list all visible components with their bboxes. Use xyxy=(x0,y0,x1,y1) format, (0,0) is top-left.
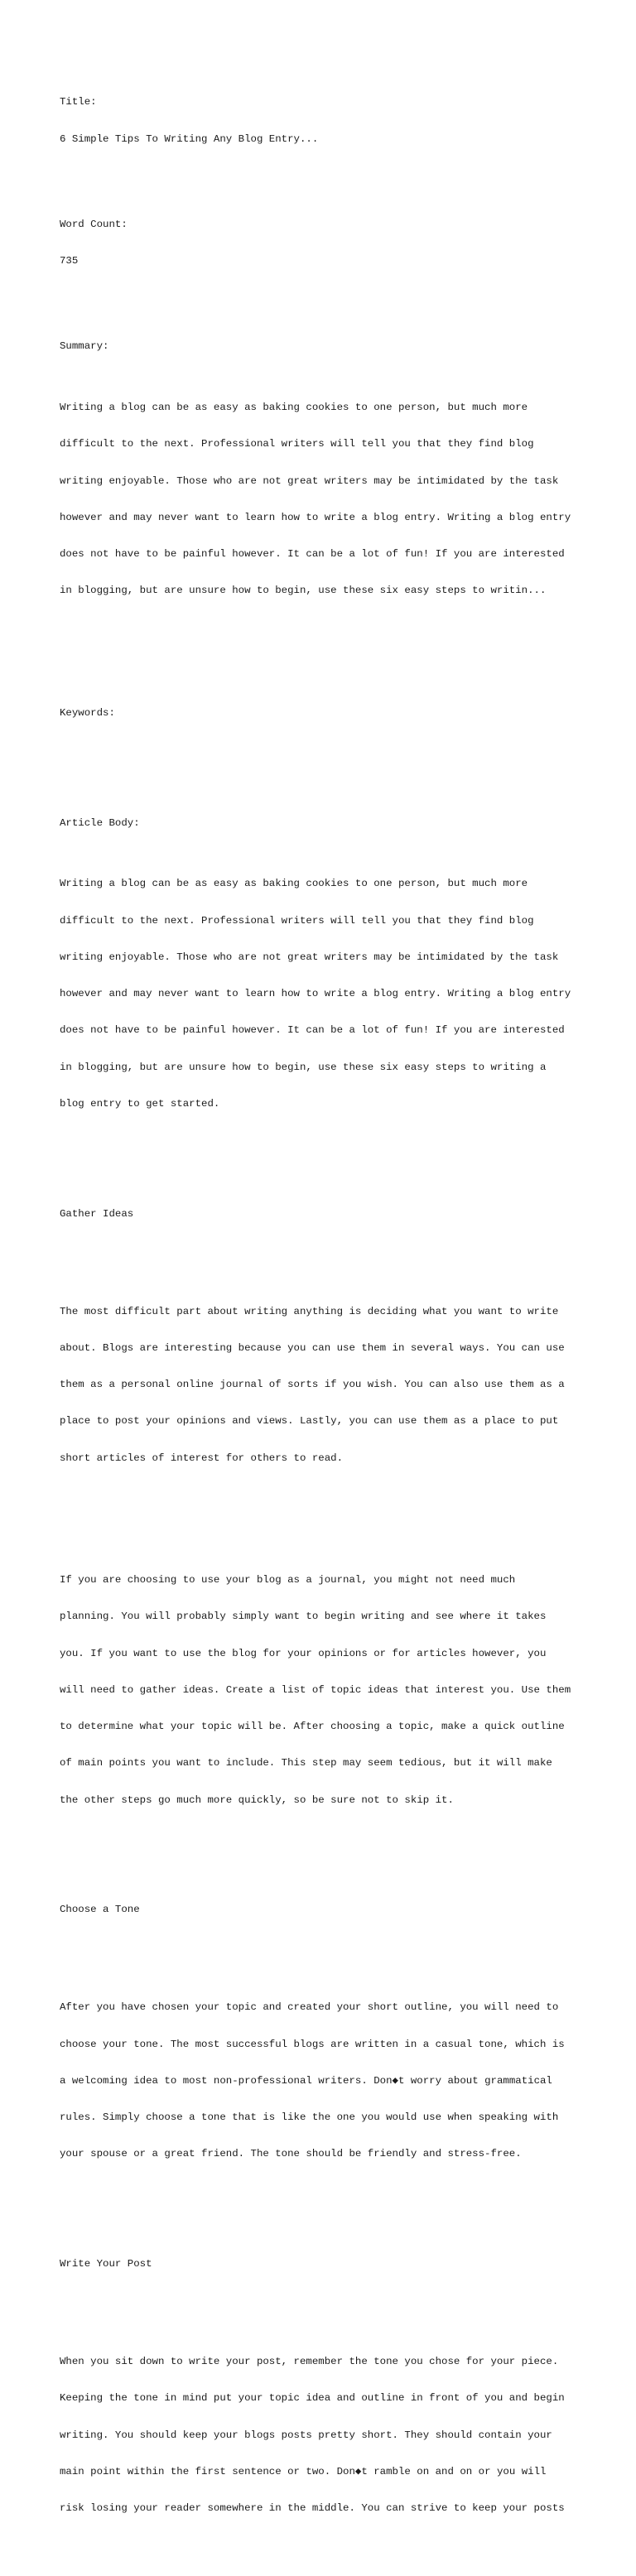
article-intro-paragraph xyxy=(60,854,606,1134)
body-line: blog entry to get started. xyxy=(60,1097,220,1110)
body-line: When you sit down to write your post, remember the tone you chose for your piece. xyxy=(60,2356,559,2367)
summary-line: difficult to the next. Professional writers will tell you that they find blog xyxy=(60,438,534,450)
body-line: about. Blogs are interesting because you can use them in several ways. You can use xyxy=(60,1341,565,1354)
body-line: them as a personal online journal of sorts if you wish. You can also use them as a xyxy=(60,1379,565,1390)
summary-line: in blogging, but are unsure how to begin, use these six easy steps to writin... xyxy=(60,585,547,597)
section-heading-choose-a-tone: Choose a Tone xyxy=(60,1904,140,1916)
body-line: the other steps go much more quickly, so be sure not to skip it. xyxy=(60,1794,454,1806)
body-line: Keeping the tone in mind put your topic idea and outline in front of you and begin xyxy=(60,2392,565,2405)
body-line: writing enjoyable. Those who are not great writers may be intimidated by the task xyxy=(60,951,559,963)
word-count-value: 735 xyxy=(60,255,79,267)
summary-paragraph xyxy=(60,378,606,622)
body-line: in blogging, but are unsure how to begin, use these six easy steps to writing a xyxy=(60,1061,547,1073)
body-line: however and may never want to learn how to write a blog entry. Writing a blog entry xyxy=(60,988,571,999)
body-line: writing. You should keep your blogs posts pretty short. They should contain your xyxy=(60,2429,552,2441)
keywords-label: Keywords: xyxy=(60,706,115,719)
body-line: choose your tone. The most successful blogs are written in a casual tone, which is xyxy=(60,2038,565,2050)
write-your-post-paragraph xyxy=(60,2332,606,2540)
body-line: you. If you want to use the blog for your opinions or for articles however, you xyxy=(60,1647,547,1659)
body-line: main point within the first sentence or two. Don◆t ramble on and on or you will xyxy=(60,2465,547,2477)
body-line: of main points you want to include. This step may seem tedious, but it will make xyxy=(60,1757,552,1769)
article-title: 6 Simple Tips To Writing Any Blog Entry... xyxy=(60,132,319,145)
summary-label: Summary: xyxy=(60,340,109,353)
body-line: planning. You will probably simply want to begin writing and see where it takes xyxy=(60,1611,547,1623)
body-line: your spouse or a great friend. The tone should be friendly and stress-free. xyxy=(60,2148,522,2160)
word-count-label: Word Count: xyxy=(60,218,128,230)
gather-ideas-paragraph-1 xyxy=(60,1281,606,1489)
body-line: If you are choosing to use your blog as a journal, you might not need much xyxy=(60,1574,516,1586)
summary-line: writing enjoyable. Those who are not great writers may be intimidated by the task xyxy=(60,474,559,487)
body-line: Writing a blog can be as easy as baking cookies to one person, but much more xyxy=(60,878,528,890)
title-label: Title: xyxy=(60,96,97,108)
gather-ideas-paragraph-2 xyxy=(60,1550,606,1831)
summary-line: Writing a blog can be as easy as baking cookies to one person, but much more xyxy=(60,402,528,413)
article-body-label: Article Body: xyxy=(60,816,140,829)
body-line: will need to gather ideas. Create a list of topic ideas that interest you. Use them xyxy=(60,1683,571,1696)
body-line: does not have to be painful however. It can be a lot of fun! If you are interested xyxy=(60,1024,565,1037)
choose-a-tone-paragraph xyxy=(60,1977,606,2185)
body-line: difficult to the next. Professional writers will tell you that they find blog xyxy=(60,914,534,927)
body-line: a welcoming idea to most non-professional writers. Don◆t worry about grammatical xyxy=(60,2074,552,2087)
body-line: rules. Simply choose a tone that is like the one you would use when speaking with xyxy=(60,2111,559,2123)
body-line: to determine what your topic will be. After choosing a topic, make a quick outline xyxy=(60,1721,565,1732)
body-line: The most difficult part about writing anything is deciding what you want to write xyxy=(60,1305,559,1317)
body-line: risk losing your reader somewhere in the middle. You can strive to keep your posts xyxy=(60,2502,565,2514)
document-text xyxy=(60,60,606,2576)
body-line: place to post your opinions and views. Lastly, you can use them as a place to put xyxy=(60,1415,559,1428)
section-heading-gather-ideas: Gather Ideas xyxy=(60,1207,134,1220)
section-heading-write-your-post: Write Your Post xyxy=(60,2258,152,2270)
body-line: short articles of interest for others to read. xyxy=(60,1452,344,1464)
body-line: After you have chosen your topic and created your short outline, you will need to xyxy=(60,2001,559,2014)
summary-line: does not have to be painful however. It can be a lot of fun! If you are interested xyxy=(60,548,565,560)
summary-line: however and may never want to learn how to write a blog entry. Writing a blog entry xyxy=(60,511,571,523)
